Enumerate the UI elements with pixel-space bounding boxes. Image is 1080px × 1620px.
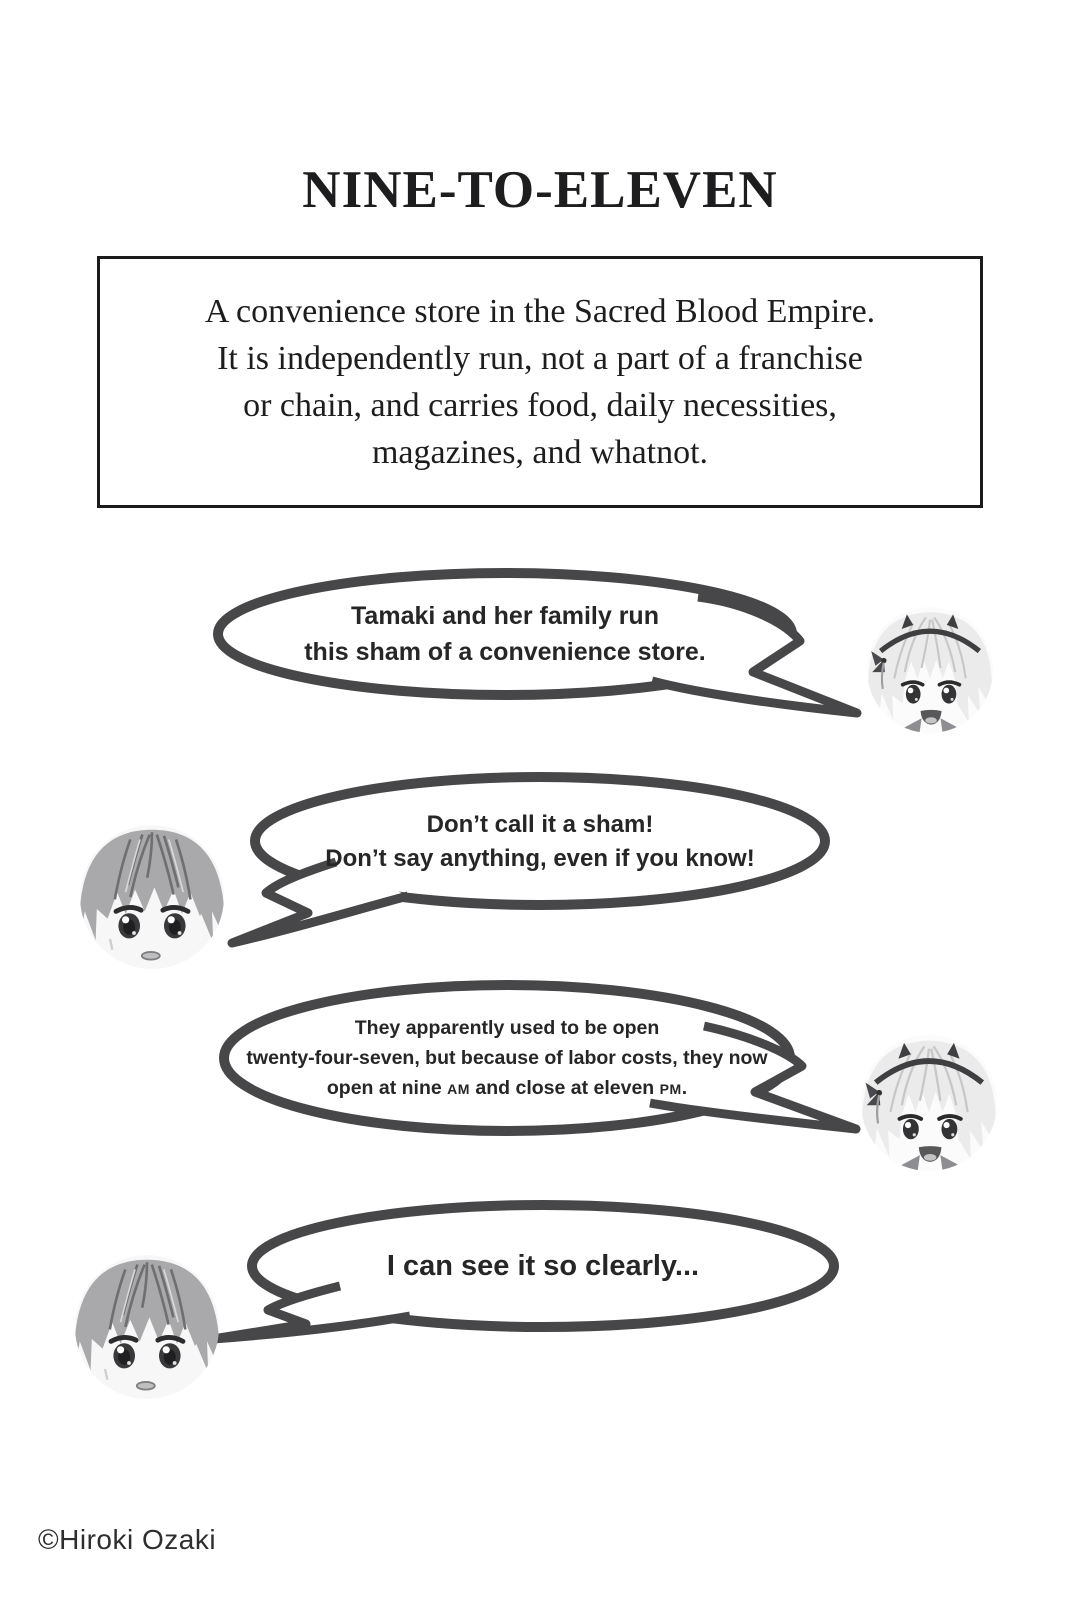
speech-line: They apparently used to be open xyxy=(354,1016,660,1039)
avatar-short-haired-girl xyxy=(80,825,224,969)
copyright-notice: ©Hiroki Ozaki xyxy=(38,1524,217,1555)
definition-line: It is independently run, not a part of a franchise xyxy=(217,340,863,377)
speech-line: twenty-four-seven, but because of labor costs, they now xyxy=(246,1046,768,1069)
definition-line: or chain, and carries food, daily necessities, xyxy=(243,387,837,424)
page-title: NINE-TO-ELEVEN xyxy=(302,161,778,219)
speech-segment: . xyxy=(681,1076,688,1099)
definition-line: magazines, and whatnot. xyxy=(371,434,709,471)
smallcaps-am: AM xyxy=(447,1080,470,1097)
speech-segment: open at nine xyxy=(326,1076,448,1099)
speech-bubble-4-text xyxy=(268,1232,818,1300)
speech-line: Tamaki and her family run xyxy=(351,602,659,630)
speech-line xyxy=(327,1073,687,1104)
speech-bubble-1-text xyxy=(230,582,780,686)
definition-line: A convenience store in the Sacred Blood Empire. xyxy=(204,293,876,330)
speech-line: Don’t say anything, even if you know! xyxy=(325,845,755,872)
avatar-fair-haired-girl xyxy=(867,607,993,733)
speech-line: this sham of a convenience store. xyxy=(304,638,706,666)
avatar-fair-haired-girl xyxy=(861,1035,997,1171)
speech-line: I can see it so clearly... xyxy=(386,1250,700,1282)
smallcaps-pm: PM xyxy=(659,1080,682,1097)
speech-bubble-2-text xyxy=(265,792,815,892)
speech-line: Don’t call it a sham! xyxy=(426,811,654,838)
speech-bubble-3-text xyxy=(228,996,786,1120)
avatar-short-haired-girl xyxy=(75,1255,219,1399)
speech-segment: and close at eleven xyxy=(469,1076,660,1099)
